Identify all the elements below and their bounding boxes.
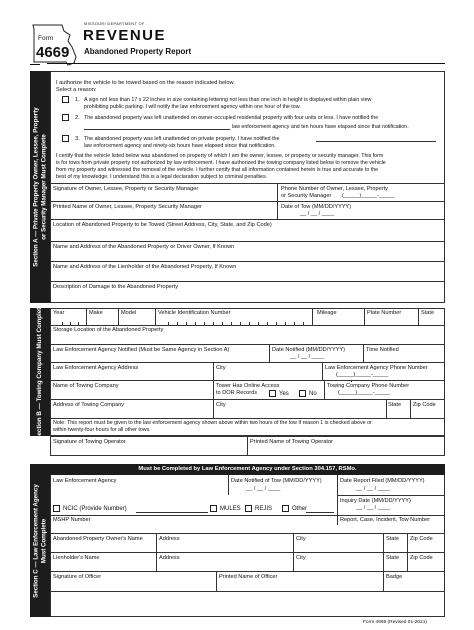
ncic-checkbox[interactable] xyxy=(53,505,60,512)
owner-zip-field[interactable]: Zip Code xyxy=(410,536,433,542)
inquiry-date-label: Inquiry Date (MM/DD/YYYY) xyxy=(340,498,411,504)
agency-address-field[interactable]: Law Enforcement Agency Address xyxy=(53,365,139,371)
agency-field[interactable]: Law Enforcement Agency xyxy=(53,478,117,484)
officer-signature-field[interactable]: Signature of Officer xyxy=(53,574,102,580)
storage-location-field[interactable]: Storage Location of the Abandoned Property xyxy=(53,327,164,333)
owner-printed-name-field[interactable]: Printed Name of Owner, Lessee, Property Security Manager xyxy=(53,204,202,210)
tow-location-field[interactable]: Location of Abandoned Property to be Towed (Street Address, City, State, and Zip Code) xyxy=(53,222,272,228)
reason-1-number: 1. xyxy=(75,97,80,103)
note-text: Note: This report must be given to the law enforcement agency shown above within two hours of the tow if reason 1 is checked above or xyxy=(53,420,372,426)
property-owner-field[interactable]: Name and Address of the Abandoned Property or Driver Owner, If Known xyxy=(53,244,235,250)
lienholder-city-field[interactable]: City xyxy=(296,555,306,561)
state-field[interactable]: State xyxy=(421,310,435,316)
form-revision: Form 4669 (Revised 01-2021) xyxy=(363,620,427,625)
mileage-field[interactable]: Mileage xyxy=(317,310,337,316)
lienholder-field[interactable]: Name and Address of the Lienholder of the Abandoned Property, If Known xyxy=(53,264,237,270)
towing-phone-field[interactable]: (_____)_____-_____ xyxy=(338,390,391,396)
other-label: Other xyxy=(292,506,308,512)
reason-2-checkbox[interactable] xyxy=(62,114,69,121)
mules-checkbox[interactable] xyxy=(210,505,217,512)
agency-notified-field[interactable]: Law Enforcement Agency Notified (Must be Same Agency in Section A) xyxy=(53,347,230,353)
section-a-side-label: Section A — Private Property Owner, Lessee, Property or Security Manager Must Complete xyxy=(30,71,50,303)
towing-company-field[interactable]: Name of Towing Company xyxy=(53,383,119,389)
reason-3-number: 3. xyxy=(75,136,80,142)
mules-label: MULES xyxy=(220,506,241,512)
lienholder-name-field[interactable]: Lienholder's Name xyxy=(53,555,100,561)
header-rule xyxy=(47,63,445,64)
date-of-tow-label: Date of Tow (MM/DD/YYYY) xyxy=(281,204,352,210)
rejis-label: REJIS xyxy=(255,506,273,512)
make-field[interactable]: Make xyxy=(89,310,103,316)
plate-number-field[interactable]: Plate Number xyxy=(367,310,402,316)
inquiry-date-field[interactable]: __ / __ / ____ xyxy=(356,505,391,511)
operator-printed-name-field[interactable]: Printed Name of Towing Operator xyxy=(250,439,333,445)
other-checkbox[interactable] xyxy=(282,505,289,512)
date-notified-of-tow-field[interactable]: __ / __ / ____ xyxy=(246,486,281,492)
year-field[interactable]: Year xyxy=(53,310,65,316)
report-case-number-field[interactable]: Report, Case, Incident, Tow Number xyxy=(340,517,431,523)
owner-phone-label: Phone Number of Owner, Lessee, Property xyxy=(281,186,388,192)
reason-1-text: A sign not less than 17 x 22 inches in size containing lettering not less than one inch in height is displayed within plain view xyxy=(84,97,372,103)
date-report-filed-label: Date Report Filed (MM/DD/YYYY) xyxy=(340,478,425,484)
reason-2-number: 2. xyxy=(75,115,80,121)
damage-description-field[interactable]: Description of Damage to the Abandoned Property xyxy=(53,284,179,290)
online-access-label: Tower Has Online Access xyxy=(216,383,280,389)
select-reason-text: Select a reason: xyxy=(56,87,97,93)
revenue-logo: REVENUE xyxy=(83,27,167,44)
date-report-filed-field[interactable]: __ / __ / ____ xyxy=(356,486,391,492)
section-b-side-label: Section B — Towing Company Must Complete xyxy=(30,308,50,436)
lienholder-state-field[interactable]: State xyxy=(386,555,400,561)
department-label: MISSOURI DEPARTMENT OF xyxy=(84,22,145,26)
owner-address-field[interactable]: Address xyxy=(159,536,180,542)
agency-city-field[interactable]: City xyxy=(216,365,226,371)
certification-text: I certify that the vehicle listed below was abandoned on property of which I am the owner, lessee, or property or security manager. This form xyxy=(56,153,384,159)
reason-1-checkbox[interactable] xyxy=(62,96,69,103)
owner-city-field[interactable]: City xyxy=(296,536,306,542)
officer-printed-name-field[interactable]: Printed Name of Officer xyxy=(219,574,278,580)
authorize-text: I authorize the vehicle to be towed based on the reason indicated below. xyxy=(56,80,235,86)
agency-phone-label: Law Enforcement Agency Phone Number xyxy=(325,365,428,371)
online-access-no-checkbox[interactable] xyxy=(299,390,306,397)
no-label: No xyxy=(309,391,317,397)
reason-3-checkbox[interactable] xyxy=(62,135,69,142)
reason-2-text: The abandoned property was left unattended on owner-occupied residential property with four units or less. I have notified the xyxy=(84,115,379,121)
section-c-side-label: Section C — Law Enforcement Agency Must Complete xyxy=(30,464,50,617)
form-word: Form xyxy=(38,35,54,42)
owner-name-field[interactable]: Abandoned Property Owner's Name xyxy=(53,536,143,542)
towing-state-field[interactable]: State xyxy=(388,402,402,408)
vin-field[interactable]: Vehicle Identification Number xyxy=(158,310,231,316)
rejis-checkbox[interactable] xyxy=(245,505,252,512)
towing-phone-label: Towing Company Phone Number xyxy=(327,383,410,389)
form-number: 4669 xyxy=(36,44,70,61)
towing-city-field[interactable]: City xyxy=(216,402,226,408)
owner-signature-field[interactable]: Signature of Owner, Lessee, Property or Security Manager xyxy=(53,186,199,192)
date-notified-label: Date Notified (MM/DD/YYYY) xyxy=(272,347,346,353)
badge-field[interactable]: Badge xyxy=(386,574,403,580)
mshp-number-field[interactable]: MSHP Number xyxy=(53,517,91,523)
agency-phone-field[interactable]: (_____)_____-_____ xyxy=(336,372,389,378)
date-notified-of-tow-label: Date Notified of Tow (MM/DD/YYYY) xyxy=(231,478,322,484)
model-field[interactable]: Model xyxy=(121,310,137,316)
form-title: Abandoned Property Report xyxy=(84,47,192,56)
date-of-tow-field[interactable]: __ / __ / ____ xyxy=(300,211,335,217)
lienholder-address-field[interactable]: Address xyxy=(159,555,180,561)
owner-phone-field[interactable]: (_____)_____-_____ xyxy=(342,193,395,199)
owner-state-field[interactable]: State xyxy=(386,536,400,542)
yes-label: Yes xyxy=(279,391,289,397)
towing-address-field[interactable]: Address of Towing Company xyxy=(53,402,125,408)
lienholder-zip-field[interactable]: Zip Code xyxy=(410,555,433,561)
time-notified-field[interactable]: Time Notified xyxy=(366,347,399,353)
ncic-label: NCIC (Provide Number) xyxy=(63,506,127,512)
towing-zip-field[interactable]: Zip Code xyxy=(413,402,436,408)
operator-signature-field[interactable]: Signature of Towing Operator xyxy=(53,439,126,445)
date-notified-field[interactable]: __ / __ / ____ xyxy=(290,354,325,360)
reason-3-text: The abandoned property was left unattended on private property. I have notified the xyxy=(84,136,280,142)
online-access-yes-checkbox[interactable] xyxy=(269,390,276,397)
